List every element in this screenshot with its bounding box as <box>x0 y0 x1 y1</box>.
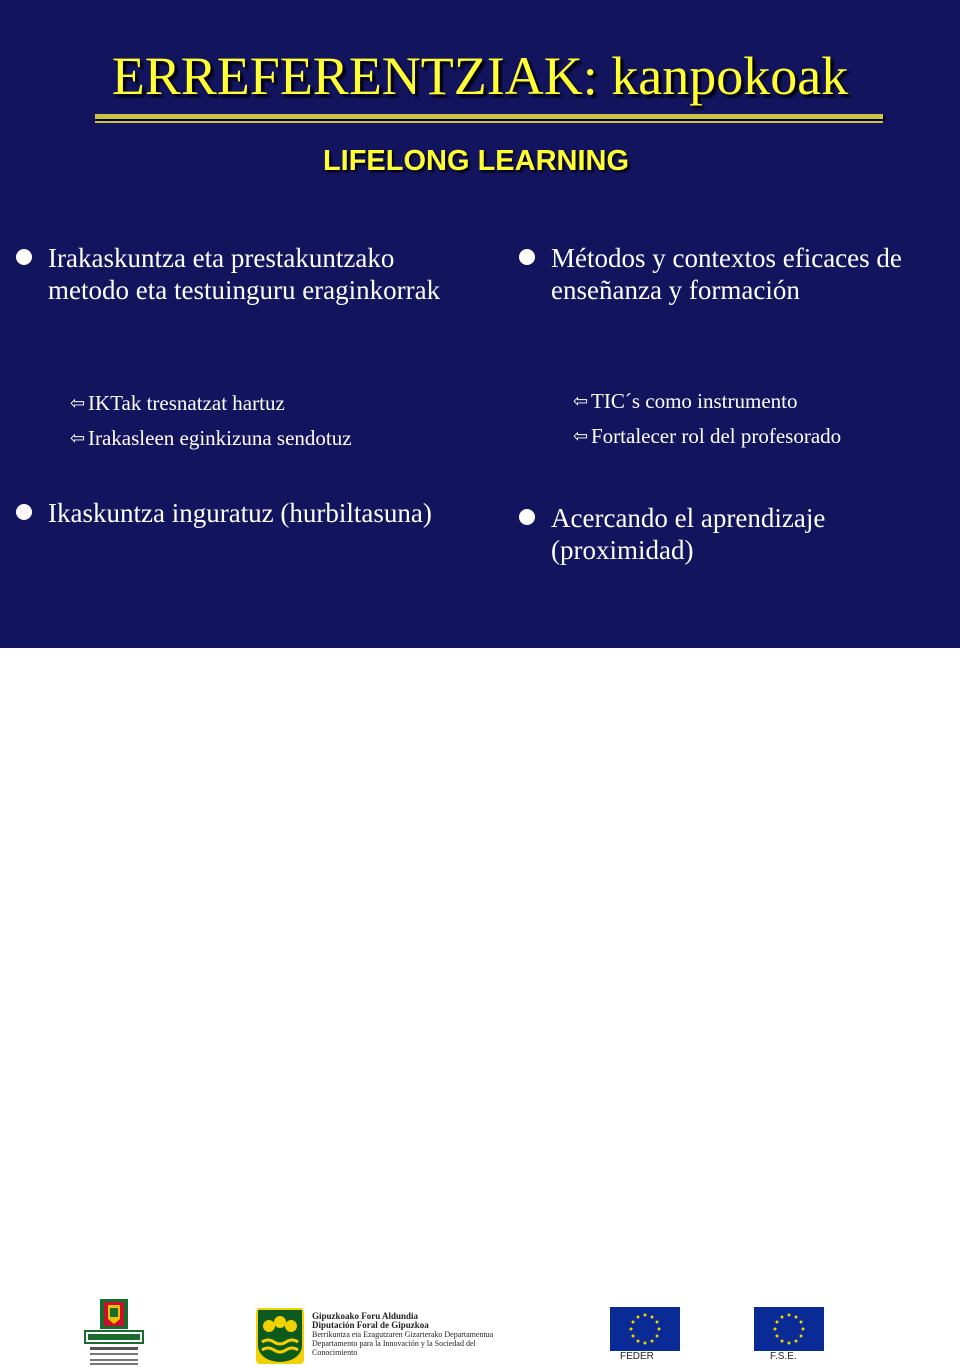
right-bullet-1-text: Métodos y contextos eficaces de enseñanza y formación <box>551 243 902 305</box>
slide <box>0 0 960 648</box>
feder-label: FEDER <box>620 1351 654 1362</box>
left-sub-2 <box>70 425 468 451</box>
left-bullet-2 <box>48 497 468 529</box>
left-sub-1-text: IKTak tresnatzat hartuz <box>88 391 285 415</box>
fse-label: F.S.E. <box>770 1351 797 1362</box>
right-bullet-2-text: Acercando el aprendizaje (proximidad) <box>551 503 826 565</box>
title-divider <box>95 114 883 119</box>
round-bullet-icon <box>519 249 535 265</box>
right-arrow-icon: ⇦ <box>573 391 589 412</box>
left-bullet-1 <box>48 242 468 306</box>
eu-flag-icon <box>610 1307 680 1351</box>
gipuzkoa-name-eu: Gipuzkoako Foru Aldundia <box>312 1311 419 1321</box>
right-sub-1-text: TIC´s como instrumento <box>591 389 798 413</box>
round-bullet-icon <box>16 249 32 265</box>
left-sub-2-text: Irakasleen eginkizuna sendotuz <box>88 426 352 450</box>
right-sub-1 <box>573 388 951 414</box>
gobierno-vasco-logo <box>82 1299 146 1367</box>
gipuzkoa-dept-es: Departamento para la Innovación y la Sociedad del Conocimiento <box>312 1339 476 1357</box>
slide-subtitle: LIFELONG LEARNING <box>322 145 630 177</box>
slide-title: ERREFERENTZIAK: kanpokoak <box>111 46 849 106</box>
gipuzkoa-dept-eu: Berrikuntza eta Ezagutzaren Gizarterako Departamentua <box>312 1330 494 1339</box>
right-sub-2 <box>573 423 960 449</box>
round-bullet-icon <box>519 509 535 525</box>
gipuzkoa-name-es: Diputación Foral de Gipuzkoa <box>312 1320 429 1330</box>
footer-logos <box>0 648 960 1362</box>
left-bullet-1-text: Irakaskuntza eta prestakuntzako metodo eta testuinguru eraginkorrak <box>48 243 441 305</box>
title-divider-thin <box>95 121 883 123</box>
right-arrow-icon: ⇦ <box>573 426 589 447</box>
round-bullet-icon <box>16 504 32 520</box>
right-bullet-2 <box>551 502 941 566</box>
right-arrow-icon: ⇦ <box>70 393 86 414</box>
right-arrow-icon: ⇦ <box>70 428 86 449</box>
gipuzkoa-text <box>312 1312 512 1357</box>
right-bullet-1 <box>551 242 941 306</box>
left-sub-1 <box>70 390 448 416</box>
right-sub-2-text: Fortalecer rol del profesorado <box>591 424 842 448</box>
eu-flag-icon <box>754 1307 824 1351</box>
left-bullet-2-text: Ikaskuntza inguratuz (hurbiltasuna) <box>48 498 432 528</box>
gipuzkoa-logo <box>256 1308 304 1364</box>
